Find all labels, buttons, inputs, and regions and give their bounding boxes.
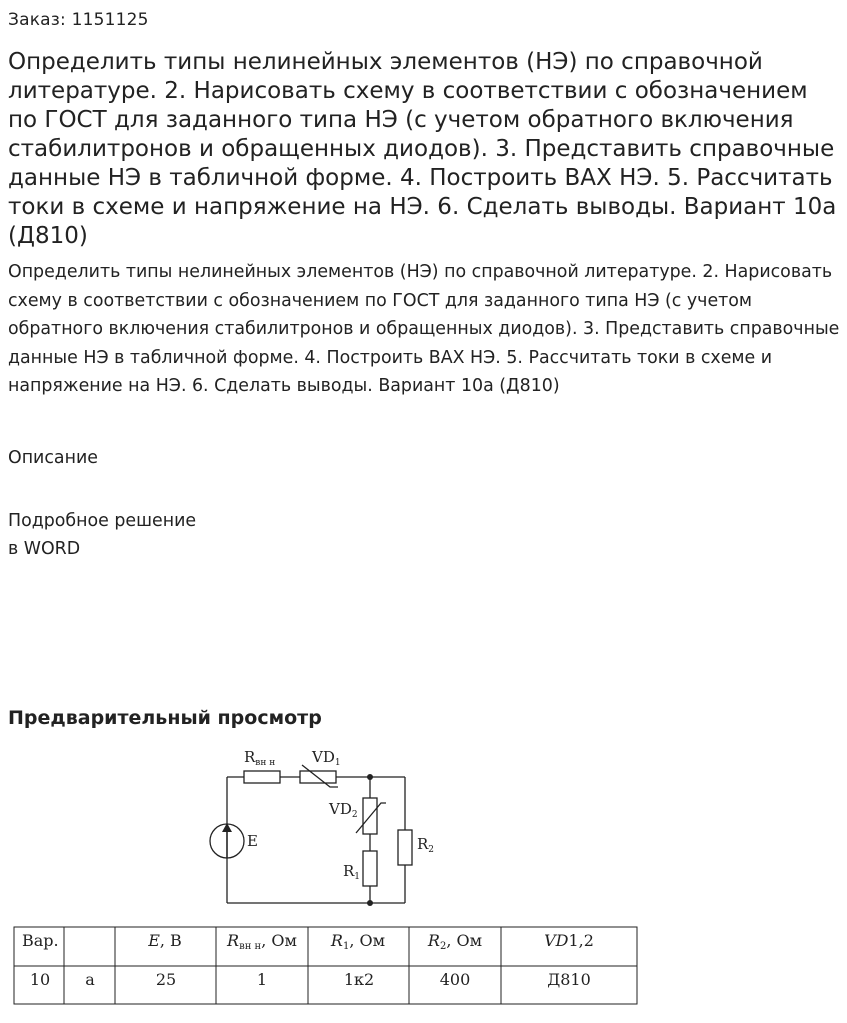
page-title: Определить типы нелинейных элементов (НЭ) по справочной литературе. 2. Нарисовать схему в соответствии с обозначением по ГОСТ для заданного типа НЭ (с учетом обратного включения стабилитронов и обращенных диодов). 3. Представить справочные данные НЭ в табличной форме. 4. Построить ВАХ НЭ. 5. Рассчитать токи в схеме и напряжение на НЭ. 6. Сделать выводы. Вариант 10а (Д810) [8, 49, 837, 249]
td-var: 10 [29, 970, 51, 989]
label-r1: R1 [343, 862, 361, 882]
description-body [8, 507, 196, 563]
label-e: E [247, 832, 258, 850]
resistor-r1 [363, 851, 377, 886]
th-var: Вар. [22, 931, 59, 950]
label-rint: Rвн н [244, 748, 276, 768]
order-number: Заказ: 1151125 [8, 10, 149, 30]
description-heading: Описание [8, 448, 98, 468]
vd2-slash [356, 803, 386, 833]
description-line-2: в WORD [8, 539, 81, 559]
resistor-r2 [398, 830, 412, 865]
th-rint: Rвн н, Ом [227, 931, 297, 952]
td-r2: 400 [439, 970, 471, 989]
preview-image [0, 740, 847, 1023]
source-arrow-shaft [226, 832, 227, 858]
th-vd: VD1,2 [544, 931, 594, 950]
circuit-arrows [222, 774, 373, 906]
th-r2: R2, Ом [427, 931, 483, 952]
label-vd1: VD1 [312, 748, 341, 768]
preview-svg [0, 740, 847, 1023]
task-text: Определить типы нелинейных элементов (НЭ) по справочной литературе. 2. Нарисовать схему в соответствии с обозначением по ГОСТ для заданного типа НЭ (с учетом обратного включения стабилитронов и обращенных диодов). 3. Представить справочные данные НЭ в табличной форме. 4. Построить ВАХ НЭ. 5. Рассчитать токи в схеме и напряжение на НЭ. 6. Сделать выводы. Вариант 10а (Д810) [8, 262, 840, 396]
circuit-diagram [210, 765, 412, 903]
td-rint: 1 [256, 970, 268, 989]
th-e: E, В [148, 931, 182, 950]
label-r2: R2 [417, 835, 435, 855]
vd1-slash [302, 765, 338, 787]
node-top [367, 774, 373, 780]
resistor-rint [244, 771, 280, 783]
td-r1: 1к2 [343, 970, 375, 989]
label-vd2: VD2 [329, 800, 358, 820]
td-sub: а [85, 970, 95, 989]
td-e: 25 [155, 970, 177, 989]
description-line-1: Подробное решение [8, 511, 197, 531]
th-r1: R1, Ом [330, 931, 386, 952]
td-vd: Д810 [547, 970, 591, 989]
preview-heading: Предварительный просмотр [8, 707, 322, 729]
node-bottom [367, 900, 373, 906]
